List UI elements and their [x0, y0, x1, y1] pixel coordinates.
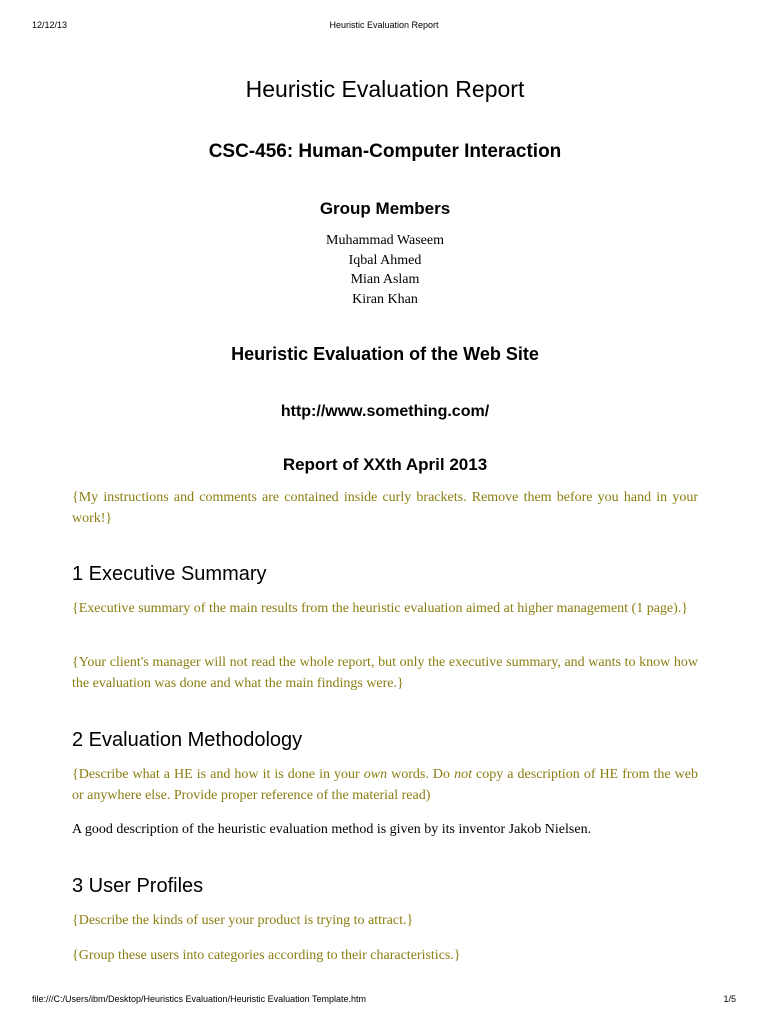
section-heading-executive-summary: 1 Executive Summary — [72, 563, 267, 585]
print-header-date: 12/12/13 — [32, 20, 68, 30]
website-url: http://www.something.com/ — [280, 403, 490, 420]
methodology-note-text: copy a description of HE from the web or anywhere else. Provide proper reference of the material read) — [72, 767, 698, 803]
print-footer-page-number: 1/5 — [723, 994, 736, 1004]
methodology-note — [72, 765, 698, 806]
methodology-note-emphasis: own — [363, 767, 388, 782]
methodology-paragraph: A good description of the heuristic evaluation method is given by its inventor Jakob Nielsen. — [72, 822, 592, 837]
group-members-heading: Group Members — [319, 199, 451, 218]
member-name: Mian Aslam — [350, 272, 420, 288]
member-list — [72, 231, 698, 310]
print-header-title: Heuristic Evaluation Report — [329, 20, 439, 30]
executive-summary-note: {Your client's manager will not read the whole report, but only the executive summary, and wants to know how the evaluation was done and what the main findings were.} — [72, 655, 698, 691]
print-footer-path: file:///C:/Users/ibm/Desktop/Heuristics Evaluation/Heuristic Evaluation Template.htm — [32, 994, 366, 1004]
user-profiles-note: {Describe the kinds of user your product is trying to attract.} — [72, 913, 414, 928]
section-heading-user-profiles: 3 User Profiles — [72, 875, 204, 897]
report-date: Report of XXth April 2013 — [282, 455, 488, 474]
methodology-note-text: {Describe what a HE is and how it is done in your — [72, 767, 364, 782]
methodology-note-text: words. Do — [387, 767, 455, 782]
user-profiles-note: {Group these users into categories according to their characteristics.} — [72, 948, 461, 963]
member-name: Iqbal Ahmed — [348, 252, 422, 268]
member-name: Muhammad Waseem — [326, 233, 444, 248]
methodology-note-emphasis: not — [454, 767, 472, 782]
course-heading: CSC-456: Human-Computer Interaction — [208, 141, 562, 162]
section-heading-evaluation-methodology: 2 Evaluation Methodology — [72, 729, 303, 751]
executive-summary-note: {Executive summary of the main results from the heuristic evaluation aimed at higher management (1 page).} — [72, 601, 689, 616]
document-title: Heuristic Evaluation Report — [245, 76, 525, 102]
evaluation-heading: Heuristic Evaluation of the Web Site — [231, 344, 539, 364]
instructions-note: {My instructions and comments are contained inside curly brackets. Remove them before you hand in your work!} — [72, 490, 698, 526]
member-name: Kiran Khan — [352, 292, 418, 308]
